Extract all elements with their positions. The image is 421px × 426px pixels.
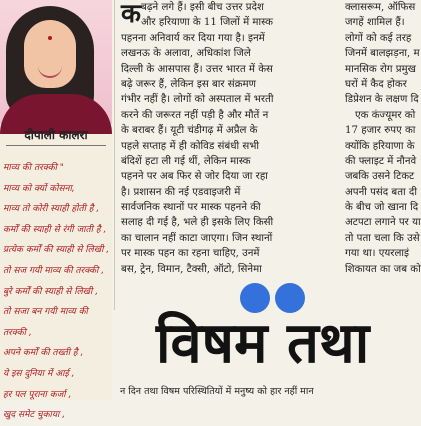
article-line: की फ्लाइट में नौनवे [345, 155, 417, 167]
article-line: तो पता चला कि उसे [345, 232, 420, 244]
article-intro-line: न दिन तथा विषम परिस्थितियों में मनुष्य को हार नहीं मान [120, 386, 314, 397]
article-right-column [345, 0, 421, 305]
poem-line: माव्य तो कोरी स्याही होती है , [3, 204, 100, 215]
article-line: गया था। एयरलाइं [345, 248, 410, 260]
article-line: जबकि उसने टिकट [345, 171, 415, 183]
article-line: है। प्रशासन की नई एडवाइजरी में [121, 186, 241, 198]
article-line: जिनमें बालझड़ना, म [345, 48, 420, 60]
article-line: क्लासरूम, ऑफिस [345, 2, 416, 13]
poem-line: बुरे कर्मों की स्याही से लिखी , [3, 286, 99, 297]
article-line: शिकायत का जब को [345, 263, 421, 275]
article-line: अटपटा लगाने पर या [345, 217, 421, 229]
article-line: के बीच जो खाना दि [345, 202, 419, 214]
poem-line: तरक्की , [3, 327, 32, 338]
article-line: डिप्रेशन के लक्षण दि [345, 94, 419, 106]
author-name: दीपाली कालरा [24, 128, 88, 142]
article-line: घरों में कैद होकर [345, 78, 407, 90]
article-line: दिल्ली के आसपास हैं। उत्तर भारत में केस [121, 63, 273, 75]
headline: विषम तथा [156, 311, 370, 376]
article-line: और हरियाणा के 11 जिलों में मास्क [141, 17, 273, 29]
article-line: 17 हजार रुपए का [345, 125, 416, 137]
author-sidebar [0, 0, 112, 421]
article-line: का चालान नहीं काटा जाएगा। जिन स्थानों [121, 232, 273, 244]
poem-line: खुद समेट चुकाया , [3, 410, 66, 421]
column-separator [114, 0, 115, 310]
sidebar-divider [6, 145, 106, 146]
poem-line: प्रत्येक कर्मों की स्याही से लिखी , [3, 245, 110, 256]
poem-list [3, 158, 109, 426]
article-line: पहनना अनिवार्य कर दिया गया है। इनमें [121, 32, 265, 44]
poem-line: माव्य की तरक्की " [3, 163, 64, 173]
poem-line: कर्मों की स्याही से रंगी जाती है , [3, 224, 107, 235]
poem-line: अपने कर्मों की तख्ती है , [3, 348, 84, 359]
article-line: लोगों को कई तरह [345, 32, 412, 44]
article-line: बढ़े जरूर हैं, लेकिन इस बार संक्रमण [121, 78, 256, 90]
blue-marker-dot [240, 283, 270, 313]
article-line: पर मास्क पहन का रहना चाहिए, उनमें [121, 248, 260, 260]
poem-line: ये इस दुनिया में आई , [3, 368, 75, 379]
article-line: सलाह दी गई है, भले ही इसके लिए किसी [121, 217, 274, 229]
article-line: क्योंकि हरियाणा के [345, 140, 415, 152]
article-line: बस, ट्रेन, विमान, टैक्सी, ऑटो, सिनेमा [121, 263, 262, 275]
article-line: के बराबर हैं। यूटी चंडीगढ़ में अप्रैल के [121, 125, 258, 137]
article-line: बंदिशें हटा ली गई थीं, लेकिन मास्क [121, 155, 251, 167]
article-line: मानसिक रोग प्रमुख [345, 63, 416, 75]
article-line: एक कंज्यूमर को [355, 109, 416, 121]
article-line: सार्वजनिक स्थानों पर मास्क पहनने की [121, 202, 261, 214]
author-photo [0, 0, 112, 124]
blue-marker-dot [275, 283, 305, 313]
article-main-column [121, 0, 337, 305]
poem-line: तो सजा बन गयी माव्य की [3, 307, 88, 318]
article-line: गंभीर नहीं है। लोगों को अस्पताल में भरती [121, 94, 274, 106]
article-line: करने की जरूरत नहीं पड़ी है और मौतें न [121, 109, 269, 121]
article-line: पहले सप्ताह में ही कोविड संबंधी सभी [121, 140, 260, 152]
article-line: पहनने पर अब फिर से जोर दिया जा रहा [121, 171, 268, 183]
article-line: अपनी पसंद बता दी [345, 186, 417, 198]
article-line: जगहें शामिल हैं। [345, 17, 405, 29]
poem-line: माव्य को क्यों कोसना, [3, 183, 75, 194]
poem-line: तो सज गयी माव्य की तरक्की , [3, 265, 105, 276]
article-line: बढ़ने लगे हैं। इसी बीच उत्तर प्रदेश [141, 2, 264, 13]
article-dropcap: क [121, 0, 141, 29]
poem-line: हर पल पूराना कर्जा , [3, 389, 72, 400]
article-line: लखनऊ के अलावा, अधिकांश जिले [121, 48, 251, 60]
author-bindi [48, 36, 52, 40]
